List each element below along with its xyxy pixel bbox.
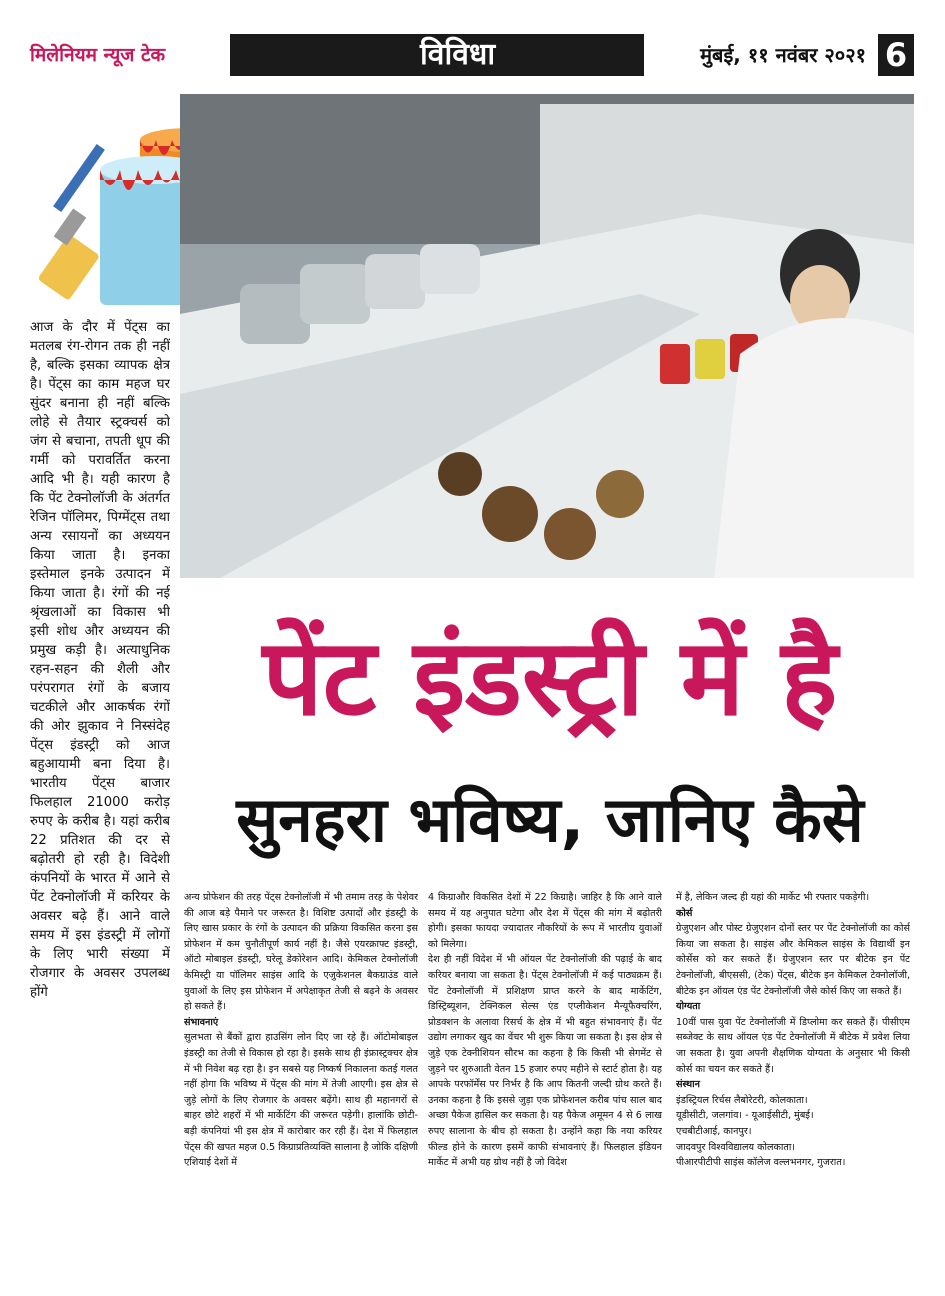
- masthead: [30, 34, 914, 76]
- subheading-eligibility: योग्यता: [676, 1001, 701, 1013]
- paragraph: अन्य प्रोफेशन की तरह पेंट्स टेक्नोलॉजी में भी तमाम तरह के पेशेवर की आज बड़े पैमाने पर जरूरत है। विशिष्ट उत्पादों और इंडस्ट्री के लिए खास प्रकार के रंगों के उत्पादन की प्रक्रिया विकसित करना इस प्रोफेशन में कम चुनौतीपूर्ण कार्य नहीं है। जैसे एयरक्राफ्ट इंडस्ट्री, ऑटो मोबाइल इंडस्ट्री, घरेलू डेकोरेशन आदि। केमिकल टेक्नोलॉजी केमिस्ट्री या पॉलिमर साइंस आदि के एजुकेशनल बैकग्राउंड वाले युवाओं के लिए इस प्रोफेशन में अपेक्षाकृत तेजी से बढ़ने के अवसर हो सकते हैं।: [184, 892, 418, 1013]
- body-column-3: [676, 890, 910, 1274]
- brand-name: मिलेनियम न्यूज टेक: [30, 44, 166, 66]
- paint-brush-icon: [37, 144, 105, 301]
- paragraph: सुलभता से बैंकों द्वारा हाउसिंग लोन दिए जा रहे हैं। ऑटोमोबाइल इंडस्ट्री का तेजी से विकास हो रहा है। इसके साथ ही इंफ्रास्ट्रक्चर क्षेत्र में भी निवेश बढ़ रहा है। इन सबसे यह निष्कर्ष निकालना कतई गलत नहीं होगा कि भविष्य में पेंट्स की मांग में तेजी आएगी। इस क्षेत्र से जुड़े लोगों के लिए रोजगार के अवसर बढ़ेंगे। साथ ही महानगरों से बाहर छोटे शहरों में भी मार्केटिंग की जरूरत पड़ेगी। हालांकि छोटी-बड़ी कंपनियां भी इस क्षेत्र में कारोबार कर रही हैं। देश में फिलहाल पेंट्स की खपत महज 0.5 किग्राप्रतिव्यक्ति सालाना है जोकि दक्षिणी एशियाई देशों में: [184, 1032, 418, 1169]
- issue-date: मुंबई, ११ नवंबर २०२१: [700, 43, 866, 67]
- subheading-prospects: संभावनाएं: [184, 1016, 219, 1028]
- left-column: [30, 318, 170, 1268]
- section-title: विविधा: [230, 34, 644, 76]
- subheading-courses: कोर्स: [676, 907, 693, 919]
- list-item: यूडीसीटी, जलगांव। - यूआईसीटी, मुंबई।: [676, 1110, 814, 1122]
- paragraph: 4 किग्राऔर विकसित देशों में 22 किग्राहै। जाहिर है कि आने वाले समय में यह अनुपात घटेगा और देश में पेंट्स की मांग में बढ़ोतरी होगी। इसका फायदा ज्यादातर नौकरियों के रूप में भारतीय युवाओं को मिलेगा।: [428, 892, 662, 950]
- list-item: जादवपुर विश्वविद्यालय कोलकाता।: [676, 1141, 795, 1153]
- list-item: इंडस्ट्रियल रिर्चस लैबोरेटरी, कोलकाता।: [676, 1094, 808, 1106]
- subheading-institutes: संस्थान: [676, 1079, 700, 1091]
- paragraph: 10वीं पास युवा पेंट टेक्नोलॉजी में डिप्लोमा कर सकते हैं। पीसीएम सब्जेक्ट के साथ ऑयल एंड पेंट टेक्नोलॉजी में बीटेक में प्रवेश लिया जा सकता है। युवा अपनी शैक्षणिक योग्यता के अनुसार भी किसी कोर्स का चयन कर सकते हैं।: [676, 1016, 910, 1075]
- paragraph: ग्रेजुएशन और पोस्ट ग्रेजुएशन दोनों स्तर पर पेंट टेक्नोलॉजी का कोर्स किया जा सकता है। साइंस और केमिकल साइंस के विद्यार्थी इन कोर्सेस को कर सकते हैं। ग्रेजुएशन स्तर पर बीटेक इन पेंट टेक्नोलॉजी, बीएससी, (टेक) पेंट्स, बीटेक इन केमिकल टेक्नोलॉजी, बीटेक इन ऑयल एंड पेंट टेक्नोलॉजी जैसे कोर्स किए जा सकते हैं।: [676, 923, 910, 997]
- list-item: एचबीटीआई, कानपुर।: [676, 1125, 752, 1137]
- headline-line-1: पेंट इंडस्ट्री में है: [262, 616, 838, 739]
- headline-line-2: सुनहरा भविष्य, जानिए कैसे: [236, 783, 864, 856]
- paragraph: देश ही नहीं विदेश में भी ऑयल पेंट टेक्नोलॉजी की पढ़ाई के बाद करियर बनाया जा सकता है। पेंट्स टेक्नोलॉजी में कई पाठ्यक्रम हैं। पेंट टेक्नोलॉजी में प्रशिक्षण प्राप्त करने के बाद मार्केटिंग, डिस्ट्रिब्यूशन, टेक्निकल सेल्स एंड एप्लीकेशन मैन्यूफैक्चरिंग, प्रोडक्शन के अलावा रिसर्च के क्षेत्र में भी बहुत संभावनाएं हैं। पेंट उद्योग लगाकर खुद का वेंचर भी शुरू किया जा सकता है। इस क्षेत्र से जुड़े एक टेक्नीशियन सौरभ का कहना है कि किसी भी सेगमेंट से जुड़ने पर शुरुआती वेतन 15 हजार रुपए महीने से स्टार्ट होता है। यह आपके परफॉर्मेंस पर निर्भर है कि आप कितनी जल्दी ग्रोथ करते हैं। उनका कहना है कि इससे जुड़ा एक प्रोफेशनल करीब पांच साल बाद अच्छा पैकेज हासिल कर सकता है। यह पैकेज अमूमन 4 से 6 लाख रुपए सालाना के बीच हो सकता है। उन्होंने कहा कि नया करियर फील्ड होने के कारण इसमें काफी संभावनाएं हैं। फिलहाल इंडियन मार्केट में अभी यह ग्रोथ नहीं है जो विदेश: [428, 954, 662, 1169]
- body-column-1: [184, 890, 418, 1274]
- body-column-2: [428, 890, 662, 1274]
- page-number: 6: [878, 34, 914, 76]
- left-column-text: आज के दौर में पेंट्स का मतलब रंग-रोगन तक ही नहीं है, बल्कि इसका व्यापक क्षेत्र है। पेंट्स का काम महज घर सुंदर बनाना ही नहीं बल्कि लोहे से तैयार स्ट्रक्चर्स को जंग से बचाना, तपती धूप की गर्मी को परावर्तित करना आदि भी है। यही कारण है कि पेंट टेक्नोलॉजी के अंतर्गत रेजिन पॉलिमर, पिग्मेंट्स तथा अन्य रसायनों का अध्ययन किया जाता है। इनका इस्तेमाल इनके उत्पादन में किया जाता है। रंगों की नई श्रृंखलाओं का विकास भी इसी शोध और अध्ययन की प्रमुख कड़ी है। अत्याधुनिक रहन-सहन की शैली और परंपरागत रंगों के बजाय चटकीले और आकर्षक रंगों की ओर झुकाव ने निस्संदेह पेंट्स इंडस्ट्री को आज बहुआयामी बना दिया है। भारतीय पेंट्स बाजार फिलहाल 21000 करोड़ रुपए के करीब है। यहां करीब 22 प्रतिशत की दर से बढ़ोतरी हो रही है। विदेशी कंपनियों के भारत में आने से पेंट टेक्नोलॉजी में करियर के अवसर बढ़े हैं। आने वाले समय में इस इंडस्ट्री में लोगों के लिए भारी संख्या में रोजगार के अवसर उपलब्ध होंगे: [30, 320, 170, 1000]
- lab-photo: [180, 94, 914, 578]
- paragraph: में है, लेकिन जल्द ही यहां की मार्केट भी रफ्तार पकड़ेगी।: [676, 892, 870, 903]
- list-item: पीआरपीटीपी साइंस कॉलेज वल्लभनगर, गुजरात।: [676, 1157, 846, 1169]
